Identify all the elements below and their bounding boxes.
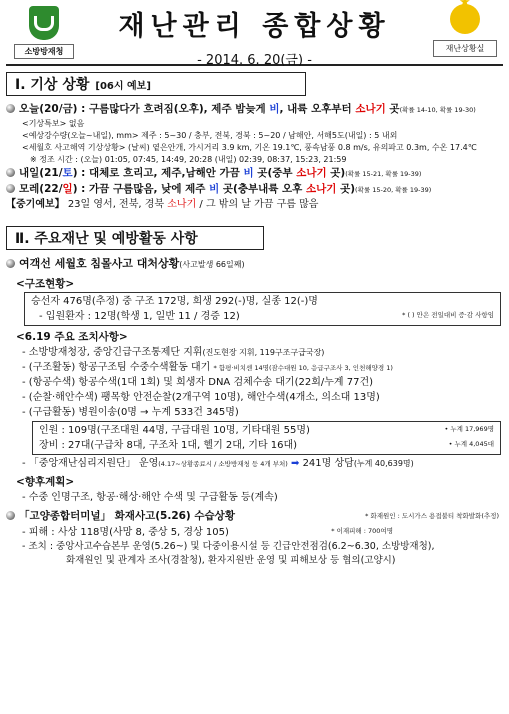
tomorrow-forecast — [6, 166, 503, 182]
weather-body — [6, 102, 503, 212]
today-label: 오늘(20/금) : — [19, 103, 86, 115]
goyang-victims: * 이재피해 : 700여명 — [331, 527, 393, 536]
rescue-summary: 승선자 476명(추정) 중 구조 172명, 희생 292(-)명, 실종 12(-)명 — [31, 295, 318, 307]
measure-1-text: - 소방방재청장, 중앙긴급구조통제단 지휘 — [22, 346, 203, 358]
resources-box — [32, 421, 501, 455]
tomorrow-shower: 소나기 — [296, 166, 327, 179]
goyang-heading — [6, 509, 235, 525]
disaster-section-header — [6, 226, 264, 250]
psych-text-a: - 「중앙재난심리지원단」 운영 — [22, 457, 159, 469]
tomorrow-text-c: 곳) — [326, 166, 346, 179]
psych-note: (4.17~상황종료시 / 소방방재청 등 4개 부처) — [158, 459, 288, 468]
measure-3: - (항공수색) 항공수색(1대 1회) 및 희생자 DNA 검체수송 대기(22회/누계 77건) — [22, 376, 374, 388]
dayafter-close: ) : — [72, 182, 86, 195]
title-block — [86, 4, 423, 68]
tomorrow-label: 내일(21/ — [19, 166, 63, 179]
dayafter-text-a: 가끔 구름많음, 낮에 제주 — [85, 182, 210, 195]
tomorrow-close: ) : — [72, 166, 86, 179]
equip-label: 장비 : 27대(구급차 8대, 구조차 1대, 헬기 2대, 기타 16대) — [39, 439, 298, 451]
today-shower: 소나기 — [355, 103, 386, 115]
psych-text-c: (누계 40,639명) — [353, 458, 414, 468]
tomorrow-text-a: 대체로 흐리고, 제주,남해안 가끔 — [85, 166, 244, 179]
goyang-title: 「고양종합터미널」 화재사고(5.26) 수습상황 — [19, 509, 235, 522]
measure-1-note: (진도현장 지휘, 119구조구급국장) — [202, 347, 325, 357]
rescue-note: * ( ) 안은 전일대비 증·감 사항임 — [402, 311, 494, 320]
header — [6, 0, 503, 66]
today-note: (확률 14-10, 확률 19-30) — [399, 106, 476, 114]
psych-text-b: 241명 상담 — [302, 457, 354, 469]
staff-row — [39, 423, 494, 438]
dayafter-label: 모레(22/ — [19, 182, 63, 195]
bullet-icon — [6, 168, 15, 177]
future-heading: <향후계획> — [16, 475, 75, 488]
measure-4: - (순찰·해안수색) 팽목항 안전순찰(2개구역 10명), 해안수색(4개소, 의소대 13명) — [22, 391, 380, 403]
advisory: <기상특보> 없음 — [22, 118, 85, 128]
shield-icon — [29, 6, 59, 40]
today-text-a: 구름많다가 흐려짐(오후), 제주 밤늦게 — [88, 103, 270, 115]
measure-2-text: - (구조활동) 항공구조팀 수중수색활동 대기 — [22, 361, 211, 373]
goyang-heading-row — [6, 509, 503, 525]
today-rain: 비 — [269, 103, 280, 115]
psych-support — [6, 456, 503, 471]
rescue-hospital-row — [31, 309, 494, 324]
midterm-shower: 소나기 — [167, 199, 197, 211]
bullet-icon — [6, 104, 15, 113]
sewol-title: 여객선 세월호 침몰사고 대처상황 — [19, 257, 180, 271]
dayafter-rain: 비 — [209, 182, 220, 195]
measure-1 — [6, 345, 503, 360]
sewol-sub: (사고발생 66일째) — [179, 260, 245, 270]
midterm-forecast — [6, 197, 503, 212]
weather-section-title: Ⅰ. 기상 상황 — [15, 77, 90, 93]
tomorrow-text-b: 곳(중부 — [253, 166, 297, 179]
page-title: 재난관리 종합상황 — [118, 11, 391, 42]
org-name: 소방방재청 — [14, 44, 74, 59]
goyang-damage: - 피해 : 사상 118명(사망 8, 중상 5, 경상 105) — [22, 526, 229, 538]
goyang-action-2: 화재원인 및 관계자 조사(경찰청), 환자지원반 운영 및 피해보상 등 협의(고양시) — [66, 554, 396, 566]
staff-label: 인원 : 109명(구조대원 44명, 구급대원 10명, 기타대원 55명) — [39, 424, 310, 436]
measure-2 — [6, 360, 503, 375]
measure-5: - (구급활동) 병원이송(0명 → 누계 533건 345명) — [22, 406, 239, 418]
rescue-box — [24, 292, 501, 326]
tomorrow-rain: 비 — [243, 166, 254, 179]
bullet-icon — [6, 259, 15, 268]
dayafter-forecast — [6, 182, 503, 198]
equip-row — [39, 438, 494, 453]
dayafter-shower: 소나기 — [306, 182, 337, 195]
weather-section-header — [6, 72, 306, 96]
dayafter-text-b: 곳(충부내륙 오후 — [219, 182, 306, 195]
report-date: - 2014. 6. 20(금) - — [197, 53, 312, 68]
today-forecast — [6, 102, 503, 118]
measure-2-note: * 함평·비치센 14명(잠수대원 10, 응급구조사 3, 인천해양경 1) — [213, 363, 393, 372]
dayafter-note: (확률 15-20, 확률 19-39) — [355, 185, 432, 194]
sewol-heading — [6, 256, 503, 273]
rescue-heading: <구조현황> — [16, 277, 75, 290]
disaster-body — [6, 256, 503, 568]
bullet-icon — [6, 511, 15, 520]
future-plan: - 수중 인명구조, 항공·해상·해안 수색 및 구급활동 등(계속) — [22, 491, 278, 503]
sea-conditions: <세월호 사고해역 기상상황> (날씨) 옅은안개, 가시거리 3.9 km, 기온 19.1℃, 풍속남풍 0.8 m/s, 유의파고 0.3m, 수온 17.4℃ — [22, 142, 477, 152]
midterm-text-b: / 그 밖의 날 가끔 구름 많음 — [196, 199, 319, 211]
today-text-c: 곳 — [385, 103, 400, 115]
disaster-section-title: Ⅱ. 주요재난 및 예방활동 사항 — [15, 231, 198, 248]
midterm-text-a: 23일 영서, 전북, 경북 — [64, 199, 168, 211]
org-logo — [14, 6, 74, 59]
dayafter-day: 일 — [62, 182, 73, 195]
arrow-right-icon: ➡ — [290, 457, 300, 469]
midterm-label: 【중기예보】 — [6, 199, 65, 211]
staff-total: • 누계 17,969명 — [444, 425, 494, 434]
mascot-icon — [450, 4, 480, 34]
equip-total: • 누계 4,045대 — [448, 440, 494, 449]
bullet-icon — [6, 184, 15, 193]
dayafter-text-c: 곳) — [336, 182, 356, 195]
tomorrow-note: (확률 15-21, 확률 19-39) — [345, 169, 422, 178]
precip-forecast: <예상강수량(오늘~내일), mm> 제주 : 5~30 / 충부, 전북, 경북 : 5~20 / 남해안, 서해5도(내일) : 5 내외 — [22, 130, 398, 140]
goyang-cause: * 화재원인 : 도시가스 용접불티 착화발화(추정) — [365, 511, 499, 520]
dept-name: 재난상황실 — [433, 40, 497, 57]
rescue-hospital: - 입원환자 : 12명(학생 1, 일반 11 / 경증 12) — [39, 310, 240, 322]
goyang-damage-row — [6, 525, 503, 540]
tide-times: ※ 정조 시간 : (오늘) 01:05, 07:45, 14:49, 20:28 (내일) 02:39, 08:37, 15:23, 21:59 — [30, 154, 347, 164]
weather-section-sub: [06시 예보] — [95, 80, 151, 92]
goyang-action-1: - 조치 : 중앙사고수습본부 운영(5.26~) 및 다중이용시설 등 긴급안전점검(6.2~6.30, 소방방재청), — [22, 540, 435, 552]
today-text-b: , 내륙 오후부터 — [279, 103, 356, 115]
tomorrow-day: 토 — [62, 166, 73, 179]
dept-logo — [433, 4, 497, 57]
measures-heading: <6.19 주요 조치사항> — [16, 330, 128, 343]
